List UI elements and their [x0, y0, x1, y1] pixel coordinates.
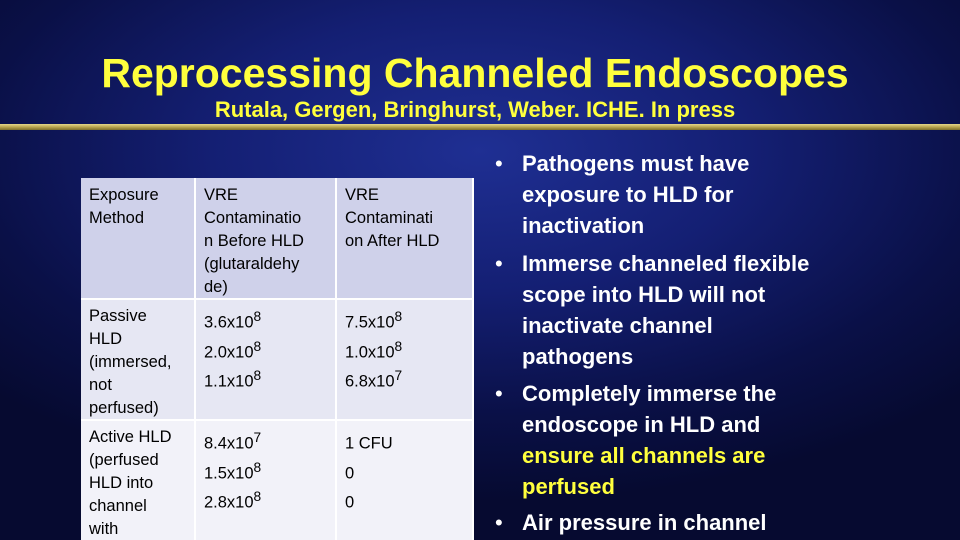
method-text: perfused): [89, 399, 159, 417]
row-active-before: [196, 421, 337, 540]
bullet-item: [495, 378, 955, 502]
method-text: HLD into: [89, 474, 154, 492]
bullet-line: endoscope in HLD and: [522, 412, 761, 437]
method-text: (perfused: [89, 451, 159, 469]
vre-results-table: [81, 178, 474, 540]
header-text: n Before HLD: [204, 232, 304, 250]
bullet-dot-icon: •: [495, 151, 503, 176]
bullet-item: [495, 148, 955, 241]
header-text: (glutaraldehy: [204, 255, 300, 273]
row-active-method: [81, 421, 196, 540]
method-text: not: [89, 376, 112, 394]
bullet-highlight-line: ensure all channels are: [522, 443, 766, 468]
bullet-line: inactivate channel: [522, 313, 713, 338]
header-exposure-method: [81, 178, 196, 300]
bullet-line: scope into HLD will not: [522, 282, 766, 307]
bullet-dot-icon: •: [495, 381, 503, 406]
count-value: $6.8x10^7$: [345, 368, 403, 391]
header-text: VRE: [345, 186, 379, 204]
header-text: Contaminati: [345, 209, 434, 227]
count-value: 0: [345, 493, 355, 512]
method-text: with: [89, 520, 119, 538]
bullet-highlight-line: perfused: [522, 474, 615, 499]
count-value: $1.0x10^8$: [345, 338, 403, 361]
bullet-dot-icon: •: [495, 510, 503, 535]
bullet-line: Immerse channeled flexible: [522, 251, 810, 276]
row-passive-after: [337, 300, 474, 421]
header-text: Contaminatio: [204, 209, 302, 227]
count-value: $3.6x10^8$: [204, 309, 262, 332]
method-text: channel: [89, 497, 147, 515]
slide-title: Reprocessing Channeled Endoscopes: [101, 50, 849, 96]
bullet-line: Completely immerse the: [522, 381, 777, 406]
count-value: $1.5x10^8$: [204, 459, 262, 482]
count-value: 0: [345, 464, 355, 482]
header-contamination-before-hld: [196, 178, 337, 300]
method-text: Active HLD: [89, 428, 172, 446]
header-text: Exposure: [89, 186, 159, 204]
method-text: Passive: [89, 307, 147, 325]
row-passive-method: [81, 300, 196, 421]
method-text: HLD: [89, 330, 123, 348]
slide-subtitle: Rutala, Gergen, Bringhurst, Weber. ICHE. In press: [214, 97, 736, 122]
method-text: (immersed,: [89, 353, 172, 371]
header-text: VRE: [204, 186, 238, 204]
row-passive-before: [196, 300, 337, 421]
bullet-item: [495, 507, 955, 538]
bullet-line: inactivation: [522, 213, 645, 238]
header-text: Method: [89, 209, 145, 227]
count-value: 1 CFU: [345, 434, 393, 453]
count-value: $1.1x10^8$: [204, 368, 262, 391]
bullet-item: [495, 248, 955, 372]
header-text: de): [204, 278, 228, 296]
bullet-line: exposure to HLD for: [522, 182, 734, 207]
count-value: $8.4x10^7$: [204, 430, 262, 453]
row-active-after: [337, 421, 474, 540]
bullet-dot-icon: •: [495, 251, 503, 276]
header-contamination-after-hld: [337, 178, 474, 300]
title-divider: [0, 124, 960, 130]
bullet-line: Air pressure in channel: [522, 510, 767, 535]
bullet-line: pathogens: [522, 344, 634, 369]
count-value: $2.8x10^8$: [204, 489, 262, 512]
count-value: $2.0x10^8$: [204, 338, 262, 361]
key-points-list: [495, 148, 955, 540]
bullet-line: Pathogens must have: [522, 151, 750, 176]
count-value: $7.5x10^8$: [345, 309, 403, 332]
header-text: on After HLD: [345, 232, 440, 250]
